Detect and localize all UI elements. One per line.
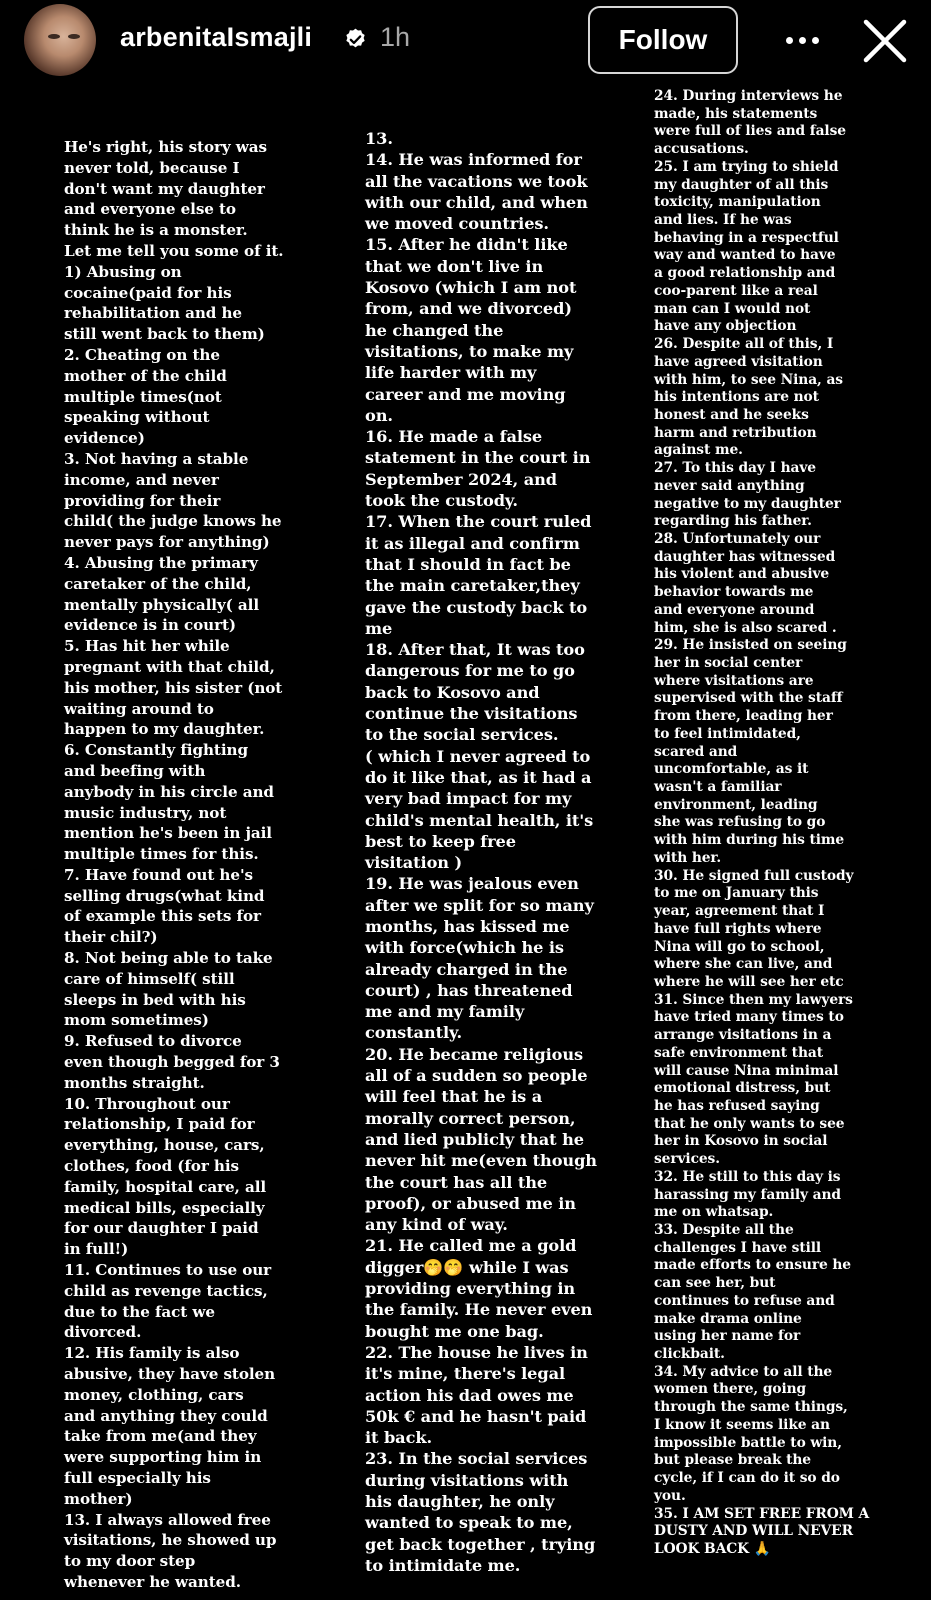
username[interactable]: arbenitaIsmajli (120, 22, 313, 52)
profile-avatar[interactable] (24, 4, 96, 76)
story-header (0, 0, 931, 86)
story-text-column-3: 24. During interviews he made, his statements were full of lies and false accusations. 25. I am trying to shield my daughter of all this toxicity, manipulation and lies. If he was behaving in a respectful way and wanted to have a good relationship and coo-parent like a real man can I would not have any objection 26. Despite all of this, I have agreed visitation with him, to see Nina, as his intentions are not honest and he seeks harm and retribution against me. 27. To this day I have never said anything negative to my daughter regarding his father. 28. Unfortunately our daughter has witnessed his violent and abusive behavior towards me and everyone around him, she is also scared . 29. He insisted on seeing her in social center where visitations are supervised with the staff from there, leading her to feel intimidated, scared and uncomfortable, as it wasn't a familiar environment, leading she was refusing to go with him during his time with her. 30. He signed full custody to me on January this year, agreement that I have full rights where Nina will go to school, where she can live, and where he will see her etc 31. Since then my lawyers have tried many times to arrange visitations in a safe environment that will cause Nina minimal emotional distress, but he has refused saying that he only wants to see her in Kosovo in social services. 32. He still to this day is harassing my family and me on whatsap. 33. Despite all the challenges I have still made efforts to ensure he can see her, but continues to refuse and make drama online using her name for clickbait. 34. My advice to all the women there, going through the same things, I know it seems like an impossible battle to win, but please break the cycle, if I can do it so do you. 35. I AM SET FREE FROM A DUSTY AND WILL NEVER LOOK BACK 🙏 (654, 88, 870, 1557)
more-icon[interactable] (777, 20, 827, 60)
verified-badge-icon (343, 27, 368, 52)
story-text-column-1: He's right, his story was never told, because I don't want my daughter and everyone else to think he is a monster. Let me tell you some of it. 1) Abusing on cocaine(paid for his rehabilitation and he still went back to them) 2. Cheating on the mother of the child multiple times(not speaking without evidence) 3. Not having a stable income, and never providing for their child( the judge knows he never pays for anything) 4. Abusing the primary caretaker of the child, mentally physically( all evidence is in court) 5. Has hit her while pregnant with that child, his mother, his sister (not waiting around to happen to my daughter. 6. Constantly fighting and beefing with anybody in his circle and music industry, not mention he's been in jail multiple times for this. 7. Have found out he's selling drugs(what kind of example this sets for their chil?) 8. Not being able to take care of himself( still sleeps in bed with his mom sometimes) 9. Refused to divorce even though begged for 3 months straight. 10. Throughout our relationship, I paid for everything, house, cars, clothes, food (for his family, hospital care, all medical bills, especially for our daughter I paid in full!) 11. Continues to use our child as revenge tactics, due to the fact we divorced. 12. His family is also abusive, they have stolen money, clothing, cars and anything they could take from me(and they were supporting him in full especially his mother) 13. I always allowed free visitations, he showed up to my door step whenever he wanted. (64, 138, 284, 1591)
follow-button[interactable]: Follow (588, 6, 738, 74)
post-time: 1h (380, 22, 411, 52)
close-icon[interactable] (862, 18, 908, 64)
story-text-column-2: 13. 14. He was informed for all the vacations we took with our child, and when we moved countries. 15. After he didn't like that we don't live in Kosovo (which I am not from, and we divorced) he changed the visitations, to make my life harder with my career and me moving on. 16. He made a false statement in the court in September 2024, and took the custody. 17. When the court ruled it as illegal and confirm that I should in fact be the main caretaker,they gave the custody back to me 18. After that, It was too dangerous for me to go back to Kosovo and continue the visitations to the social services. ( which I never agreed to do it like that, as it had a very bad impact for my child's mental health, it's best to keep free visitation ) 19. He was jealous even after we split for so many months, has kissed me with force(which he is already charged in the court) , has threatened me and my family constantly. 20. He became religious all of a sudden so people will feel that he is a morally correct person, and lied publicly that he never hit me(even though the court has all the proof), or abused me in any kind of way. 21. He called me a gold digger🤭🤭 while I was providing everything in the family. He never even bought me one bag. 22. The house he lives in it's mine, there's legal action his dad owes me 50k € and he hasn't paid it back. 23. In the social services during visitations with his daughter, he only wanted to speak to me, get back together , trying to intimidate me. (365, 129, 597, 1575)
